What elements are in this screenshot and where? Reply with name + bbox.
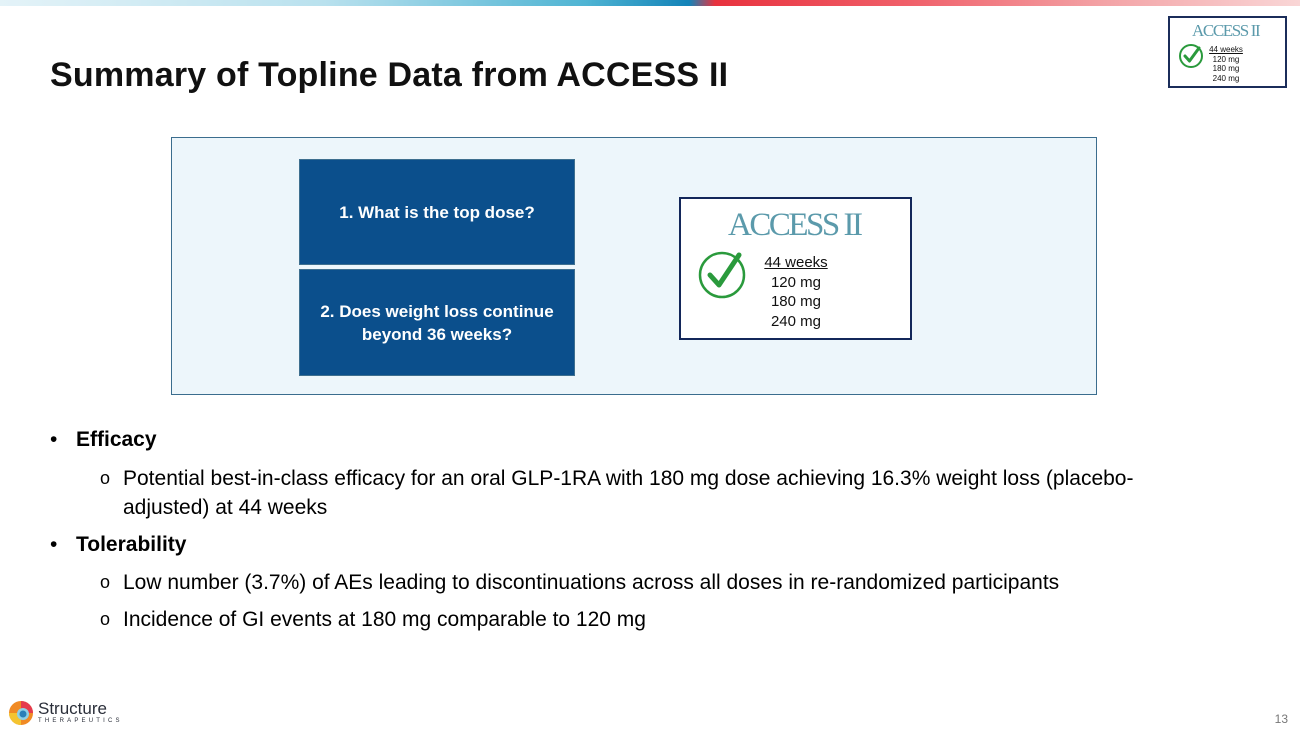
circle-bullet-icon: o xyxy=(100,572,111,592)
sub-bullet-item: o Potential best-in-class efficacy for an oral GLP-1RA with 180 mg dose achieving 16.3% weight loss (placebo-adjusted) at 44 weeks xyxy=(100,464,1210,522)
diagram-panel xyxy=(171,137,1097,395)
corner-brand-logo: ACCESS II xyxy=(1192,21,1260,40)
sub-bullet-item: o Incidence of GI events at 180 mg comparable to 120 mg xyxy=(100,605,1210,634)
duration-label: 44 weeks xyxy=(764,254,828,271)
check-circle-icon xyxy=(697,248,749,300)
check-circle-icon xyxy=(1178,43,1204,69)
corner-dose-item: 120 mg xyxy=(1212,54,1240,64)
company-logo-text: Structure xyxy=(38,699,107,718)
question-text: 1. What is the top dose? xyxy=(339,202,535,222)
corner-dose-list xyxy=(1206,45,1246,83)
company-logo-subtext: THERAPEUTICS xyxy=(38,718,123,724)
dose-item: 120 mg xyxy=(770,273,822,291)
page-number: 13 xyxy=(1274,712,1288,726)
dose-item: 180 mg xyxy=(770,293,822,310)
top-gradient-bar xyxy=(0,0,1300,6)
bullet-dot-icon: • xyxy=(50,533,58,556)
corner-dose-item: 180 mg xyxy=(1212,64,1240,73)
corner-dose-item: 240 mg xyxy=(1212,73,1240,83)
question-text: 2. Does weight loss continue beyond 36 weeks? xyxy=(320,301,554,344)
structure-logo-icon xyxy=(7,699,35,727)
sub-bullet-item: o Low number (3.7%) of AEs leading to discontinuations across all doses in re-randomized participants xyxy=(100,568,1210,597)
circle-bullet-icon: o xyxy=(100,609,111,629)
access-brand-logo: ACCESS II xyxy=(728,207,861,243)
slide-title: Summary of Topline Data from ACCESS II xyxy=(50,56,729,94)
question-box-top-dose xyxy=(299,159,575,265)
question-box-weight-loss xyxy=(299,269,575,376)
bullet-heading-tolerability: • Tolerability xyxy=(50,533,187,556)
bullet-heading-efficacy: • Efficacy xyxy=(50,428,157,451)
corner-access-card xyxy=(1168,16,1287,88)
circle-bullet-icon: o xyxy=(100,468,111,488)
dose-item: 240 mg xyxy=(770,312,822,330)
corner-duration: 44 weeks xyxy=(1209,45,1243,54)
dose-list xyxy=(759,253,833,331)
access-result-card xyxy=(679,197,912,340)
bullet-dot-icon: • xyxy=(50,428,58,451)
